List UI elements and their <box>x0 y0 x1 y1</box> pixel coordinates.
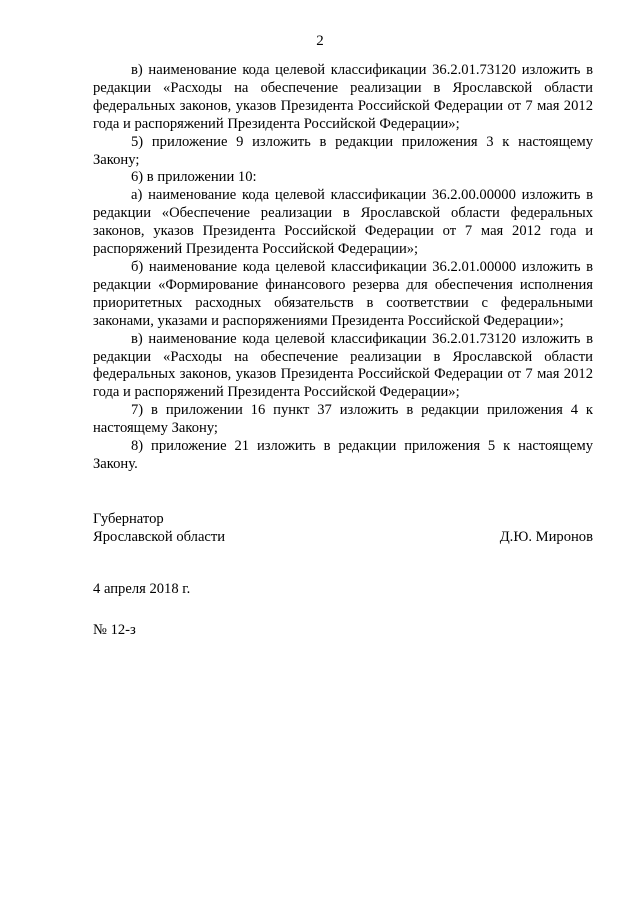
paragraph-item-6v: в) наименование кода целевой классификации 36.2.01.73120 изложить в редакции «Расходы на обеспечение реализации в Ярославской области федеральных законов, указов Президента Российской Федерации от 7 мая 2012 года и распоряжений Президента Российской Федерации»; <box>93 330 593 401</box>
signature-block <box>93 510 593 546</box>
paragraph-item-7: 7) в приложении 16 пункт 37 изложить в редакции приложения 4 к настоящему Закону; <box>93 402 593 437</box>
law-number: № 12-з <box>93 622 136 638</box>
paragraph-item-6b: б) наименование кода целевой классификации 36.2.01.00000 изложить в редакции «Формирование финансового резерва для обеспечения исполнения приоритетных расходных обязательств в соответствии с федеральными законами, указами и распоряжениями Президента Российской Федерации»; <box>93 258 593 329</box>
paragraph-item-6: 6) в приложении 10: <box>131 169 257 186</box>
page-number: 2 <box>316 33 324 49</box>
signatory-position: Губернатор <box>93 511 164 527</box>
paragraph-item-8: 8) приложение 21 изложить в редакции приложения 5 к настоящему Закону. <box>93 438 593 472</box>
document-date: 4 апреля 2018 г. <box>93 581 191 597</box>
signatory-region: Ярославской области <box>93 529 226 545</box>
document-body <box>93 62 593 474</box>
signatory-name: Д.Ю. Миронов <box>499 529 593 545</box>
paragraph-item-6a: а) наименование кода целевой классификации 36.2.00.00000 изложить в редакции «Обеспечение реализации в Ярославской области федеральных законов, указов Президента Российской Федерации от 7 мая 2012 года и распоряжений Президента Российской Федерации»; <box>93 187 593 258</box>
signature-row <box>93 528 593 546</box>
paragraph-item-3v-code-73120: в) наименование кода целевой классификации 36.2.01.73120 изложить в редакции «Расходы на обеспечение реализации в Ярославской области федеральных законов, указов Президента Российской Федерации от 7 мая 2012 года и распоряжений Президента Российской Федерации»; <box>93 62 593 132</box>
paragraph-item-5: 5) приложение 9 изложить в редакции приложения 3 к настоящему Закону; <box>93 133 593 168</box>
